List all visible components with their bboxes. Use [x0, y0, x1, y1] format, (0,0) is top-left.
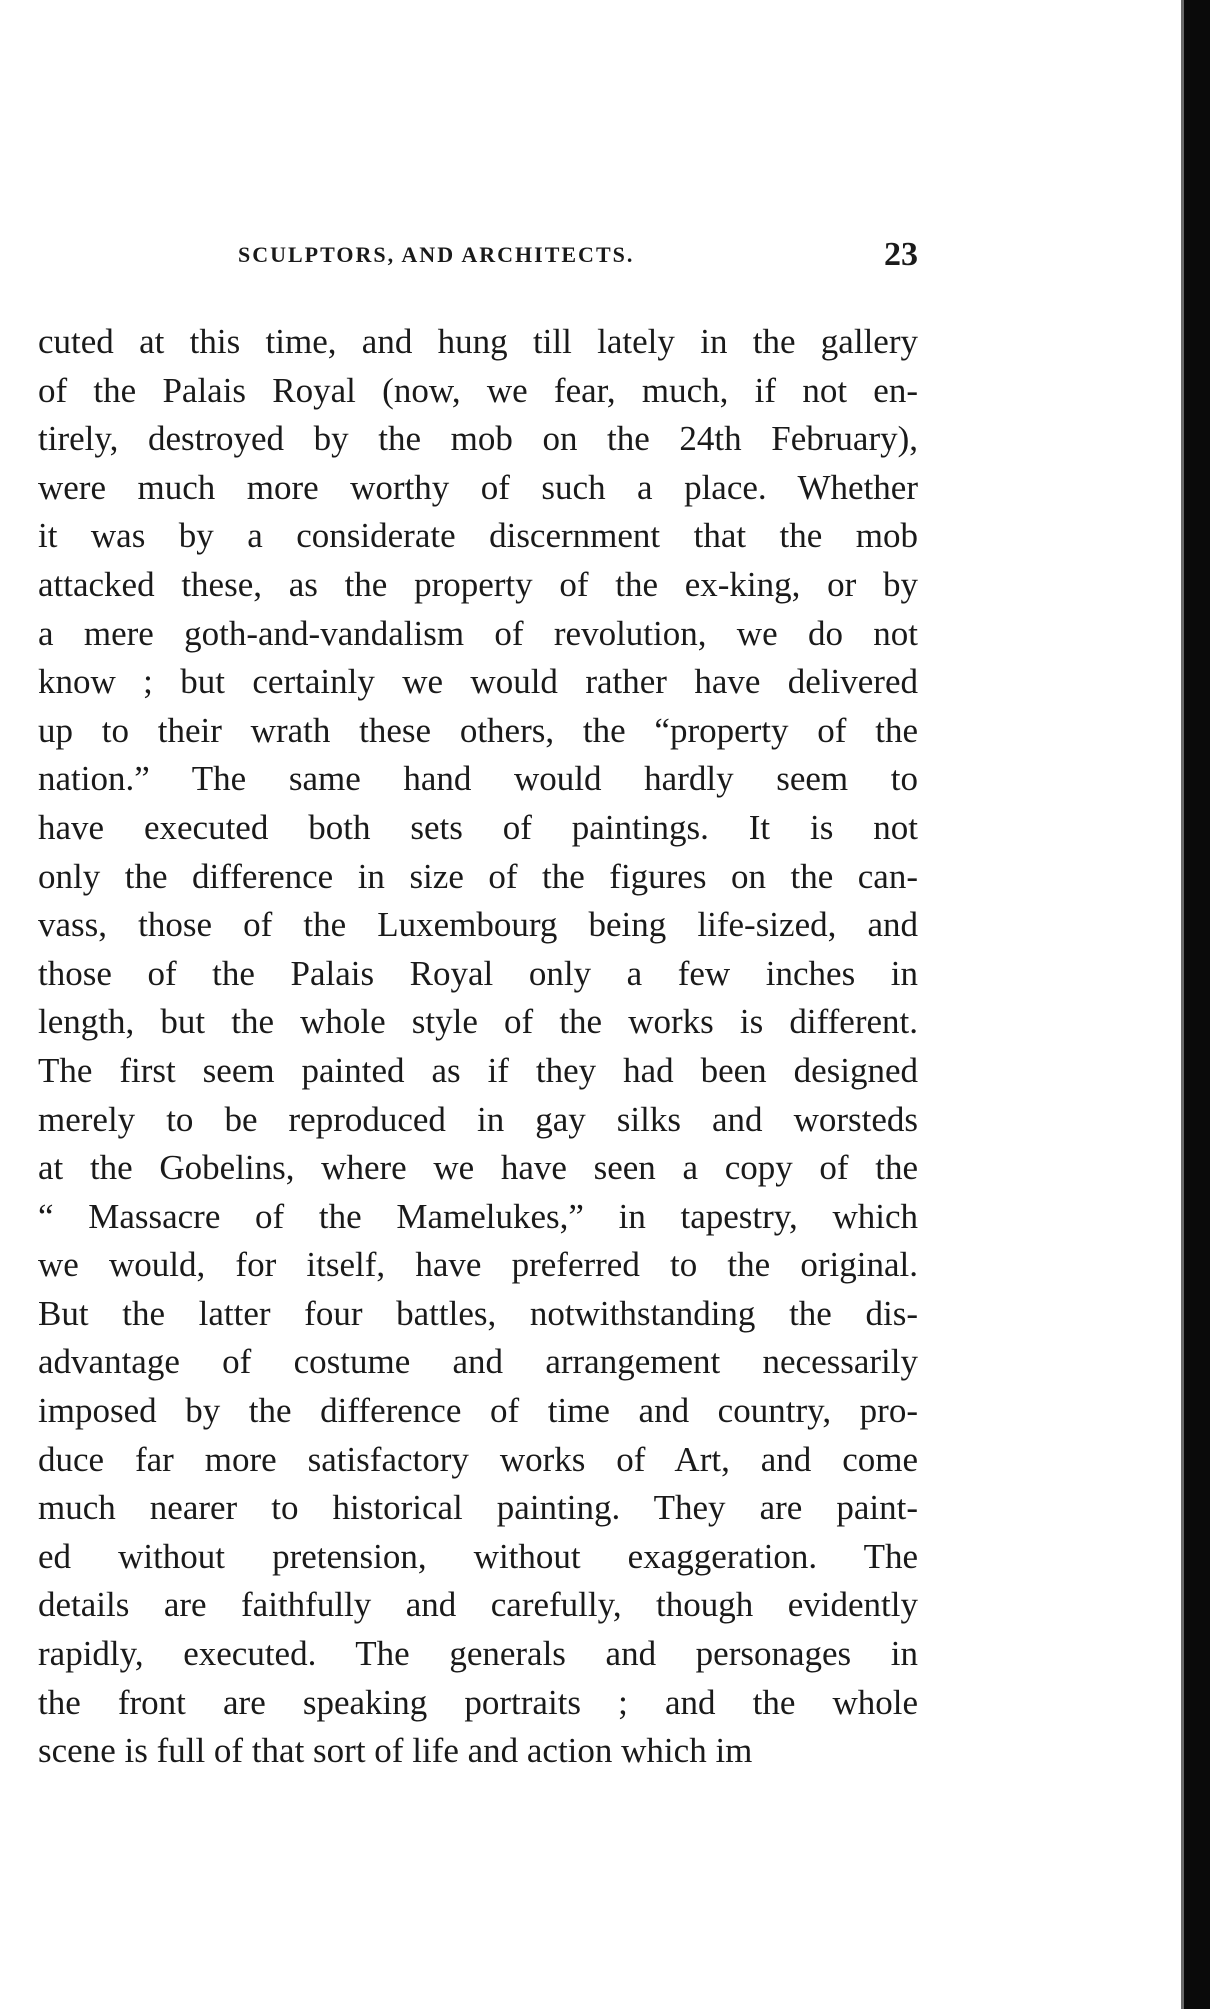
text-line: imposed by the difference of time and country, pro-	[38, 1391, 918, 1431]
text-line: of the Palais Royal (now, we fear, much, if not en-	[38, 370, 918, 410]
text-line: up to their wrath these others, the “property of the	[38, 710, 918, 750]
text-line: tirely, destroyed by the mob on the 24th February),	[38, 419, 918, 459]
text-line: advantage of costume and arrangement necessarily	[38, 1342, 918, 1382]
text-line: it was by a considerate discernment that the mob	[38, 516, 918, 556]
text-line: much nearer to historical painting. They are paint-	[38, 1488, 918, 1528]
text-line: details are faithfully and carefully, though evidently	[38, 1585, 918, 1625]
page-edge-shadow	[1184, 0, 1210, 2009]
text-line: a mere goth-and-vandalism of revolution, we do not	[38, 613, 918, 653]
text-line: only the difference in size of the figures on the can-	[38, 856, 918, 896]
text-line: cuted at this time, and hung till lately in the gallery	[38, 322, 918, 361]
text-line: rapidly, executed. The generals and personages in	[38, 1634, 918, 1674]
text-line: those of the Palais Royal only a few inches in	[38, 953, 918, 993]
text-line: we would, for itself, have preferred to the original.	[38, 1245, 918, 1285]
text-line: were much more worthy of such a place. Whether	[38, 467, 918, 507]
text-line: nation.” The same hand would hardly seem to	[38, 759, 918, 799]
text-line: scene is full of that sort of life and action which im	[38, 1731, 753, 1771]
text-line: But the latter four battles, notwithstanding the dis-	[38, 1293, 918, 1333]
body-text	[38, 318, 918, 1776]
text-line: know ; but certainly we would rather have delivered	[38, 662, 918, 702]
text-line: length, but the whole style of the works is different.	[38, 1002, 918, 1042]
running-head	[38, 236, 918, 276]
text-line: at the Gobelins, where we have seen a copy of the	[38, 1148, 918, 1188]
text-line: have executed both sets of paintings. It is not	[38, 807, 918, 847]
text-line: duce far more satisfactory works of Art, and come	[38, 1439, 918, 1479]
text-line: merely to be reproduced in gay silks and worsteds	[38, 1099, 918, 1139]
page-number: 23	[884, 236, 918, 273]
running-title: SCULPTORS, AND ARCHITECTS.	[238, 242, 635, 267]
text-line: vass, those of the Luxembourg being life-sized, and	[38, 905, 918, 945]
text-line: The first seem painted as if they had been designed	[38, 1050, 918, 1090]
text-line: attacked these, as the property of the ex-king, or by	[38, 564, 918, 604]
text-line: the front are speaking portraits ; and the whole	[38, 1682, 918, 1722]
text-line: ed without pretension, without exaggeration. The	[38, 1536, 918, 1576]
text-line: “ Massacre of the Mamelukes,” in tapestry, which	[38, 1196, 918, 1236]
